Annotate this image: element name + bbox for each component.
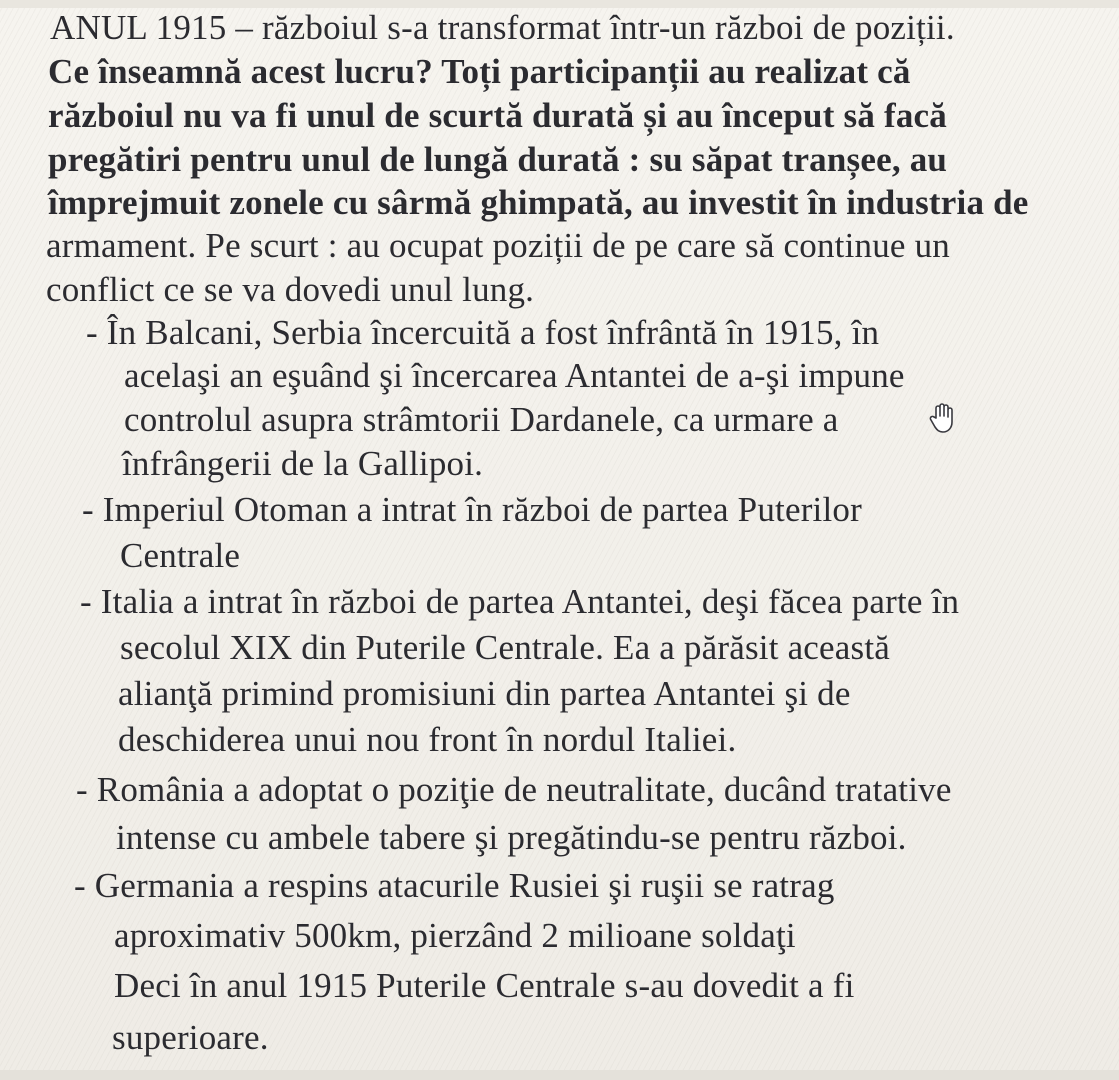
bullet-1-line-3: controlul asupra strâmtorii Dardanele, ca urmare a <box>124 400 839 439</box>
bullet-5-line-4: superioare. <box>112 1018 269 1057</box>
bullet-4-line-2: intense cu ambele tabere şi pregătindu-se pentru război. <box>116 818 907 857</box>
bullet-4-line-1: - România a adoptat o poziţie de neutralitate, ducând tratative <box>76 770 952 809</box>
intro-line-3: războiul nu va fi unul de scurtă durată și au început să facă <box>48 96 947 135</box>
bottom-edge <box>0 1070 1119 1080</box>
bullet-1-line-1: - În Balcani, Serbia încercuită a fost înfrântă în 1915, în <box>86 313 880 352</box>
bullet-2-line-2: Centrale <box>120 536 241 575</box>
bullet-5-line-2: aproximativ 500km, pierzând 2 milioane soldaţi <box>114 916 796 955</box>
bullet-3-line-4: deschiderea unui nou front în nordul Italiei. <box>118 720 737 759</box>
hand-pointer-icon <box>926 400 962 436</box>
bullet-1-line-2: acelaşi an eşuând şi încercarea Antantei de a-şi impune <box>124 356 905 395</box>
intro-line-5: împrejmuit zonele cu sârmă ghimpată, au investit în industria de <box>48 183 1029 222</box>
intro-line-2: Ce înseamnă acest lucru? Toți participanții au realizat că <box>48 52 911 91</box>
intro-line-1: ANUL 1915 – războiul s-a transformat într-un război de poziții. <box>50 8 955 47</box>
intro-line-7: conflict ce se va dovedi unul lung. <box>46 270 535 309</box>
intro-line-6: armament. Pe scurt : au ocupat poziții de pe care să continue un <box>46 226 951 265</box>
bullet-3-line-1: - Italia a intrat în război de partea Antantei, deşi făcea parte în <box>80 582 960 621</box>
bullet-3-line-2: secolul XIX din Puterile Centrale. Ea a părăsit această <box>120 628 890 667</box>
top-edge <box>0 0 1119 8</box>
intro-line-4: pregătiri pentru unul de lungă durată : su săpat tranșee, au <box>48 140 948 179</box>
bullet-1-line-4: înfrângerii de la Gallipoi. <box>122 444 484 483</box>
bullet-3-line-3: alianţă primind promisiuni din partea Antantei şi de <box>118 674 851 713</box>
bullet-5-line-3: Deci în anul 1915 Puterile Centrale s-au dovedit a fi <box>114 966 855 1005</box>
bullet-2-line-1: - Imperiul Otoman a intrat în război de partea Puterilor <box>82 490 862 529</box>
bullet-5-line-1: - Germania a respins atacurile Rusiei şi ruşii se ratrag <box>74 866 835 905</box>
